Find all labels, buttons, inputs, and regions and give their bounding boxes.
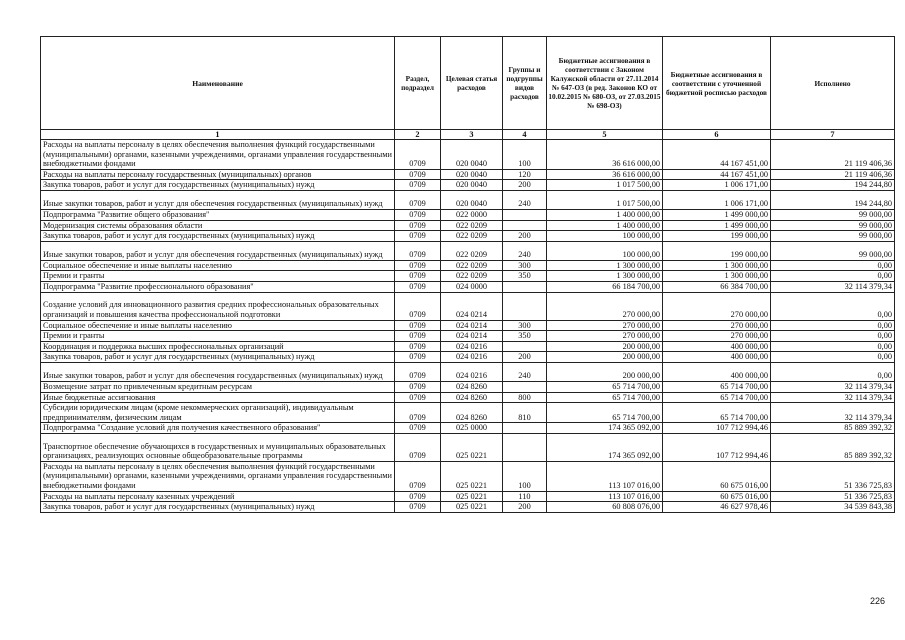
row-rospis: 60 675 016,00: [663, 461, 771, 491]
row-razdel: 0709: [395, 331, 441, 342]
table-row: [41, 260, 895, 271]
row-razdel: 0709: [395, 292, 441, 320]
row-name: Социальное обеспечение и иные выплаты населению: [41, 320, 395, 331]
row-vid: 300: [503, 260, 547, 271]
row-razdel: 0709: [395, 433, 441, 461]
row-statya: 022 0209: [441, 241, 503, 260]
row-vid: 120: [503, 169, 547, 180]
row-razdel: 0709: [395, 403, 441, 423]
table-row: [41, 231, 895, 242]
row-razdel: 0709: [395, 352, 441, 363]
row-rospis: 1 300 000,00: [663, 271, 771, 282]
budget-table-sheet: [40, 36, 894, 513]
row-vid: [503, 292, 547, 320]
header-name: Наименование: [41, 37, 395, 130]
row-ispolneno: 0,00: [771, 320, 895, 331]
column-number: 5: [547, 130, 663, 140]
row-name: Расходы на выплаты персоналу в целях обеспечения выполнения функций государственными (муниципальными) органами, казенными учреждениями, органами управления государственными внебюджетными фондами: [41, 140, 395, 170]
table-row: [41, 140, 895, 170]
row-name: Расходы на выплаты персоналу в целях обеспечения выполнения функций государственными (муниципальными) органами, казенными учреждениями, органами управления государственными внебюджетными фондами: [41, 461, 395, 491]
row-name: Расходы на выплаты персоналу государственных (муниципальных) органов: [41, 169, 395, 180]
row-vid: 200: [503, 180, 547, 191]
row-zakon: 270 000,00: [547, 320, 663, 331]
row-name: Модернизация системы образования области: [41, 220, 395, 231]
row-statya: 020 0040: [441, 140, 503, 170]
row-ispolneno: 0,00: [771, 260, 895, 271]
row-ispolneno: 194 244,80: [771, 190, 895, 209]
row-zakon: 1 017 500,00: [547, 180, 663, 191]
table-row: [41, 281, 895, 292]
row-razdel: 0709: [395, 231, 441, 242]
row-ispolneno: 0,00: [771, 352, 895, 363]
row-vid: [503, 433, 547, 461]
row-ispolneno: 32 114 379,34: [771, 392, 895, 403]
header-ispolneno: Исполнено: [771, 37, 895, 130]
header-razdel: Раздел, подраздел: [395, 37, 441, 130]
row-statya: 022 0209: [441, 260, 503, 271]
row-vid: [503, 341, 547, 352]
row-statya: 024 0214: [441, 292, 503, 320]
row-vid: 110: [503, 491, 547, 502]
row-razdel: 0709: [395, 281, 441, 292]
table-row: [41, 209, 895, 220]
row-vid: [503, 281, 547, 292]
row-statya: 024 0214: [441, 320, 503, 331]
row-name: Закупка товаров, работ и услуг для государственных (муниципальных) нужд: [41, 352, 395, 363]
table-row: [41, 491, 895, 502]
row-ispolneno: 99 000,00: [771, 231, 895, 242]
row-ispolneno: 32 114 379,34: [771, 403, 895, 423]
row-rospis: 270 000,00: [663, 320, 771, 331]
row-zakon: 1 017 500,00: [547, 190, 663, 209]
row-ispolneno: 99 000,00: [771, 241, 895, 260]
row-name: Подпрограмма "Развитие профессионального образования": [41, 281, 395, 292]
row-name: Социальное обеспечение и иные выплаты населению: [41, 260, 395, 271]
table-row: [41, 331, 895, 342]
column-number: 7: [771, 130, 895, 140]
row-vid: [503, 220, 547, 231]
table-row: [41, 381, 895, 392]
row-rospis: 44 167 451,00: [663, 140, 771, 170]
column-number: 2: [395, 130, 441, 140]
row-vid: 800: [503, 392, 547, 403]
row-ispolneno: 51 336 725,83: [771, 461, 895, 491]
row-ispolneno: 21 119 406,36: [771, 169, 895, 180]
row-razdel: 0709: [395, 220, 441, 231]
row-rospis: 1 006 171,00: [663, 180, 771, 191]
row-razdel: 0709: [395, 260, 441, 271]
row-rospis: 107 712 994,46: [663, 433, 771, 461]
row-statya: 024 0000: [441, 281, 503, 292]
row-zakon: 1 400 000,00: [547, 220, 663, 231]
row-zakon: 100 000,00: [547, 241, 663, 260]
row-zakon: 1 400 000,00: [547, 209, 663, 220]
column-number: 3: [441, 130, 503, 140]
header-rospis: Бюджетные ассигнования в соответствии с уточненной бюджетной росписью расходов: [663, 37, 771, 130]
row-statya: 022 0000: [441, 209, 503, 220]
row-zakon: 60 808 076,00: [547, 502, 663, 513]
row-statya: 020 0040: [441, 169, 503, 180]
table-row: [41, 292, 895, 320]
table-row: [41, 271, 895, 282]
row-razdel: 0709: [395, 392, 441, 403]
table-row: [41, 169, 895, 180]
table-row: [41, 461, 895, 491]
table-row: [41, 320, 895, 331]
row-razdel: 0709: [395, 381, 441, 392]
table-row: [41, 190, 895, 209]
row-name: Возмещение затрат по привлеченным кредитным ресурсам: [41, 381, 395, 392]
row-statya: 024 0214: [441, 331, 503, 342]
row-zakon: 66 184 700,00: [547, 281, 663, 292]
row-ispolneno: 99 000,00: [771, 220, 895, 231]
row-razdel: 0709: [395, 461, 441, 491]
budget-execution-table: [40, 36, 895, 513]
row-ispolneno: 194 244,80: [771, 180, 895, 191]
row-rospis: 60 675 016,00: [663, 491, 771, 502]
row-razdel: 0709: [395, 320, 441, 331]
row-statya: 022 0209: [441, 271, 503, 282]
row-vid: [503, 209, 547, 220]
row-name: Субсидии юридическим лицам (кроме некоммерческих организаций), индивидуальным предпринимателям, физическим лицам: [41, 403, 395, 423]
row-name: Подпрограмма "Развитие общего образования": [41, 209, 395, 220]
row-rospis: 1 499 000,00: [663, 220, 771, 231]
page-number: 226: [869, 596, 885, 606]
row-zakon: 65 714 700,00: [547, 381, 663, 392]
row-razdel: 0709: [395, 502, 441, 513]
row-zakon: 65 714 700,00: [547, 392, 663, 403]
row-razdel: 0709: [395, 362, 441, 381]
row-ispolneno: 85 889 392,32: [771, 423, 895, 434]
row-statya: 025 0000: [441, 423, 503, 434]
table-row: [41, 392, 895, 403]
row-vid: 350: [503, 331, 547, 342]
row-name: Закупка товаров, работ и услуг для государственных (муниципальных) нужд: [41, 180, 395, 191]
header-statya: Целевая статья расходов: [441, 37, 503, 130]
table-row: [41, 352, 895, 363]
row-ispolneno: 32 114 379,34: [771, 381, 895, 392]
table-row: [41, 220, 895, 231]
row-name: Закупка товаров, работ и услуг для государственных (муниципальных) нужд: [41, 231, 395, 242]
table-row: [41, 433, 895, 461]
row-zakon: 1 300 000,00: [547, 271, 663, 282]
header-vid: Группы и подгруппы видов расходов: [503, 37, 547, 130]
row-name: Расходы на выплаты персоналу казенных учреждений: [41, 491, 395, 502]
row-ispolneno: 0,00: [771, 341, 895, 352]
row-vid: 100: [503, 140, 547, 170]
row-vid: 200: [503, 231, 547, 242]
row-statya: 025 0221: [441, 491, 503, 502]
row-vid: [503, 381, 547, 392]
row-name: Транспортное обеспечение обучающихся в государственных и муниципальных образовательных организациях, реализующих основные общеобразовательные программы: [41, 433, 395, 461]
row-name: Иные бюджетные ассигнования: [41, 392, 395, 403]
row-statya: 024 0216: [441, 341, 503, 352]
row-statya: 020 0040: [441, 190, 503, 209]
row-statya: 024 8260: [441, 403, 503, 423]
row-vid: 200: [503, 352, 547, 363]
row-zakon: 270 000,00: [547, 292, 663, 320]
row-rospis: 199 000,00: [663, 241, 771, 260]
row-rospis: 1 006 171,00: [663, 190, 771, 209]
row-name: Премии и гранты: [41, 271, 395, 282]
table-row: [41, 423, 895, 434]
row-statya: 024 0216: [441, 352, 503, 363]
row-rospis: 65 714 700,00: [663, 403, 771, 423]
row-name: Подпрограмма "Создание условий для получения качественного образования": [41, 423, 395, 434]
row-vid: 100: [503, 461, 547, 491]
row-razdel: 0709: [395, 271, 441, 282]
row-ispolneno: 0,00: [771, 362, 895, 381]
row-ispolneno: 51 336 725,83: [771, 491, 895, 502]
row-zakon: 36 616 000,00: [547, 169, 663, 180]
row-zakon: 200 000,00: [547, 352, 663, 363]
row-razdel: 0709: [395, 190, 441, 209]
row-ispolneno: 0,00: [771, 331, 895, 342]
row-rospis: 400 000,00: [663, 352, 771, 363]
row-vid: 300: [503, 320, 547, 331]
row-name: Иные закупки товаров, работ и услуг для обеспечения государственных (муниципальных) нужд: [41, 190, 395, 209]
row-rospis: 1 300 000,00: [663, 260, 771, 271]
column-number: 4: [503, 130, 547, 140]
row-ispolneno: 32 114 379,34: [771, 281, 895, 292]
column-number: 1: [41, 130, 395, 140]
row-rospis: 199 000,00: [663, 231, 771, 242]
row-statya: 024 8260: [441, 381, 503, 392]
row-razdel: 0709: [395, 169, 441, 180]
row-statya: 025 0221: [441, 461, 503, 491]
row-rospis: 65 714 700,00: [663, 392, 771, 403]
row-rospis: 1 499 000,00: [663, 209, 771, 220]
row-ispolneno: 99 000,00: [771, 209, 895, 220]
row-vid: 350: [503, 271, 547, 282]
row-name: Иные закупки товаров, работ и услуг для обеспечения государственных (муниципальных) нужд: [41, 362, 395, 381]
column-number-row: [41, 130, 895, 140]
row-name: Премии и гранты: [41, 331, 395, 342]
row-ispolneno: 85 889 392,32: [771, 433, 895, 461]
row-name: Создание условий для инновационного развития средних профессиональных образовательных организаций и повышения качества профессиональной подготовки: [41, 292, 395, 320]
row-statya: 022 0209: [441, 220, 503, 231]
row-name: Иные закупки товаров, работ и услуг для обеспечения государственных (муниципальных) нужд: [41, 241, 395, 260]
row-zakon: 174 365 092,00: [547, 423, 663, 434]
row-zakon: 36 616 000,00: [547, 140, 663, 170]
row-zakon: 200 000,00: [547, 341, 663, 352]
row-razdel: 0709: [395, 140, 441, 170]
row-razdel: 0709: [395, 491, 441, 502]
row-statya: 022 0209: [441, 231, 503, 242]
table-row: [41, 180, 895, 191]
row-zakon: 100 000,00: [547, 231, 663, 242]
row-ispolneno: 21 119 406,36: [771, 140, 895, 170]
row-rospis: 400 000,00: [663, 341, 771, 352]
row-vid: [503, 423, 547, 434]
row-rospis: 65 714 700,00: [663, 381, 771, 392]
row-rospis: 270 000,00: [663, 292, 771, 320]
row-zakon: 200 000,00: [547, 362, 663, 381]
row-rospis: 46 627 978,46: [663, 502, 771, 513]
row-rospis: 66 384 700,00: [663, 281, 771, 292]
row-rospis: 44 167 451,00: [663, 169, 771, 180]
column-number: 6: [663, 130, 771, 140]
row-statya: 025 0221: [441, 502, 503, 513]
row-vid: 810: [503, 403, 547, 423]
row-rospis: 107 712 994,46: [663, 423, 771, 434]
row-razdel: 0709: [395, 341, 441, 352]
row-ispolneno: 0,00: [771, 271, 895, 282]
row-razdel: 0709: [395, 423, 441, 434]
row-rospis: 400 000,00: [663, 362, 771, 381]
row-zakon: 270 000,00: [547, 331, 663, 342]
row-vid: 240: [503, 190, 547, 209]
row-ispolneno: 34 539 843,38: [771, 502, 895, 513]
table-body: [41, 140, 895, 513]
table-header-row: [41, 37, 895, 130]
table-row: [41, 241, 895, 260]
header-zakon: Бюджетные ассигнования в соответствии с Законом Калужской области от 27.11.2014 № 647-ОЗ (в ред. Законов КО от 10.02.2015 № 680-ОЗ, от 27.03.2015 № 698-ОЗ): [547, 37, 663, 130]
row-statya: 025 0221: [441, 433, 503, 461]
row-name: Координация и поддержка высших профессиональных организаций: [41, 341, 395, 352]
row-zakon: 113 107 016,00: [547, 491, 663, 502]
row-zakon: 113 107 016,00: [547, 461, 663, 491]
row-vid: 240: [503, 241, 547, 260]
row-vid: 200: [503, 502, 547, 513]
table-row: [41, 341, 895, 352]
row-zakon: 174 365 092,00: [547, 433, 663, 461]
row-ispolneno: 0,00: [771, 292, 895, 320]
table-row: [41, 362, 895, 381]
row-statya: 024 0216: [441, 362, 503, 381]
row-razdel: 0709: [395, 241, 441, 260]
row-razdel: 0709: [395, 209, 441, 220]
row-statya: 020 0040: [441, 180, 503, 191]
row-name: Закупка товаров, работ и услуг для государственных (муниципальных) нужд: [41, 502, 395, 513]
row-statya: 024 8260: [441, 392, 503, 403]
row-zakon: 65 714 700,00: [547, 403, 663, 423]
row-vid: 240: [503, 362, 547, 381]
row-razdel: 0709: [395, 180, 441, 191]
table-row: [41, 403, 895, 423]
table-row: [41, 502, 895, 513]
row-zakon: 1 300 000,00: [547, 260, 663, 271]
row-rospis: 270 000,00: [663, 331, 771, 342]
